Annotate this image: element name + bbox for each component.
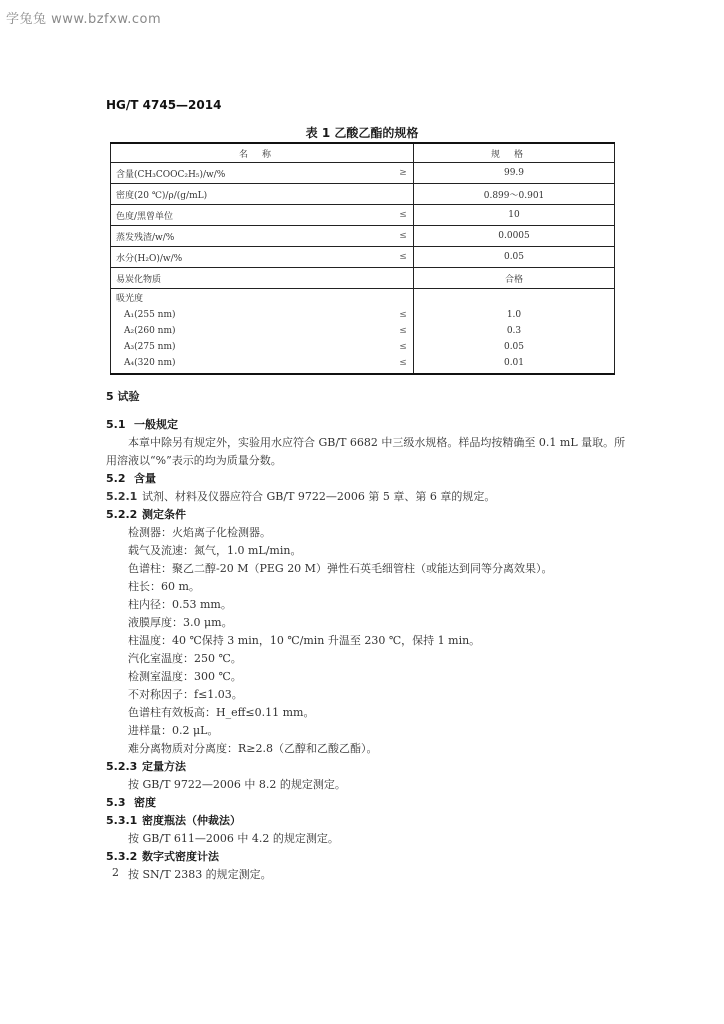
row-unit: ≤ [393, 205, 414, 226]
absorbance-item-name: A₁(255 nm) [124, 310, 176, 320]
condition-line: 汽化室温度：250 ℃。 [128, 652, 242, 665]
condition-line: 载气及流速：氮气，1.0 mL/min。 [128, 544, 302, 557]
heading-5-3-1: 5.3.1 密度瓶法（仲裁法） [106, 814, 241, 827]
row-name: 含量(CH₃COOC₂H₅)/w/% [111, 163, 394, 184]
absorbance-item-name: A₄(320 nm) [124, 358, 176, 368]
absorbance-item-value: 1.0 [506, 310, 522, 320]
condition-line: 检测室温度：300 ℃。 [128, 670, 242, 683]
heading-5-2-3: 5.2.3 定量方法 [106, 760, 186, 773]
absorbance-item-unit: ≤ [399, 358, 407, 368]
header-spec: 规格 [414, 143, 615, 163]
watermark: 学兔兔 www.bzfxw.com [6, 12, 162, 27]
paragraph-5-2-3: 按 GB/T 9722—2006 中 8.2 的规定测定。 [128, 778, 346, 791]
row-value: 0.0005 [414, 226, 615, 247]
absorbance-item-unit: ≤ [399, 326, 407, 336]
section-title: 5 试验 [106, 390, 140, 403]
heading-5-1: 5.1 一般规定 [106, 418, 178, 431]
absorbance-units [393, 289, 414, 375]
condition-line: 检测器：火焰离子化检测器。 [128, 526, 271, 539]
row-value: 10 [414, 205, 615, 226]
table-caption: 表 1 乙酸乙酯的规格 [305, 126, 419, 140]
absorbance-item-value: 0.01 [503, 358, 525, 368]
absorbance-item-unit: ≤ [399, 310, 407, 320]
condition-line: 柱长：60 m。 [128, 580, 200, 593]
standard-code: HG/T 4745—2014 [106, 98, 222, 112]
condition-line: 柱温度：40 ℃保持 3 min，10 ℃/min 升温至 230 ℃，保持 1 min。 [128, 634, 481, 647]
table-row [111, 226, 615, 247]
section-5 [106, 388, 626, 884]
paragraph-5-3-2: 按 SN/T 2383 的规定测定。 [128, 868, 272, 881]
paragraph-5-1: 本章中除另有规定外，实验用水应符合 GB/T 6682 中三级水规格。样品均按精确至 0.1 mL 量取。所用溶液以“%”表示的均为质量分数。 [106, 436, 626, 467]
row-name: 密度(20 ℃)/ρ/(g/mL) [111, 184, 394, 205]
row-unit: ≤ [393, 247, 414, 268]
absorbance-label: 吸光度 [116, 294, 144, 304]
table-header-row [111, 143, 615, 163]
header-name: 名称 [111, 143, 414, 163]
condition-line: 不对称因子：f≤1.03。 [128, 688, 243, 701]
spec-table [110, 142, 615, 375]
condition-line: 色谱柱：聚乙二醇-20 M（PEG 20 M）弹性石英毛细管柱（或能达到同等分离效果）。 [128, 562, 553, 575]
condition-line: 色谱柱有效板高：H_eff≤0.11 mm。 [128, 706, 315, 719]
row-name: 易炭化物质 [111, 268, 394, 289]
row-unit [393, 268, 414, 289]
absorbance-item-name: A₃(275 nm) [124, 342, 176, 352]
table-row [111, 205, 615, 226]
heading-5-2-2: 5.2.2 测定条件 [106, 508, 186, 521]
absorbance-names [111, 289, 394, 375]
row-unit [393, 184, 414, 205]
page-number: 2 [112, 866, 119, 879]
table-row [111, 268, 615, 289]
absorbance-values [414, 289, 615, 375]
row-value: 0.899～0.901 [414, 184, 615, 205]
row-value: 99.9 [414, 163, 615, 184]
table-row-absorbance [111, 289, 615, 375]
absorbance-item-value: 0.3 [506, 326, 522, 336]
heading-5-3: 5.3 密度 [106, 796, 156, 809]
heading-5-3-2: 5.3.2 数字式密度计法 [106, 850, 219, 863]
row-name: 蒸发残渣/w/% [111, 226, 394, 247]
absorbance-item-unit: ≤ [399, 342, 407, 352]
row-value: 0.05 [414, 247, 615, 268]
condition-line: 进样量：0.2 μL。 [128, 724, 219, 737]
condition-line: 难分离物质对分离度：R≥2.8（乙醇和乙酸乙酯）。 [128, 742, 378, 755]
table-row [111, 163, 615, 184]
table-row [111, 247, 615, 268]
condition-line: 液膜厚度：3.0 μm。 [128, 616, 233, 629]
row-unit: ≥ [393, 163, 414, 184]
absorbance-item-value: 0.05 [503, 342, 525, 352]
table-row [111, 184, 615, 205]
absorbance-item-name: A₂(260 nm) [124, 326, 176, 336]
row-unit: ≤ [393, 226, 414, 247]
paragraph-5-2-1: 5.2.1 试剂、材料及仪器应符合 GB/T 9722—2006 第 5 章、第 6 章的规定。 [106, 490, 496, 503]
condition-line: 柱内径：0.53 mm。 [128, 598, 232, 611]
heading-5-2: 5.2 含量 [106, 472, 156, 485]
row-value: 合格 [414, 268, 615, 289]
row-name: 色度/黑曾单位 [111, 205, 394, 226]
row-name: 水分(H₂O)/w/% [111, 247, 394, 268]
paragraph-5-3-1: 按 GB/T 611—2006 中 4.2 的规定测定。 [128, 832, 339, 845]
